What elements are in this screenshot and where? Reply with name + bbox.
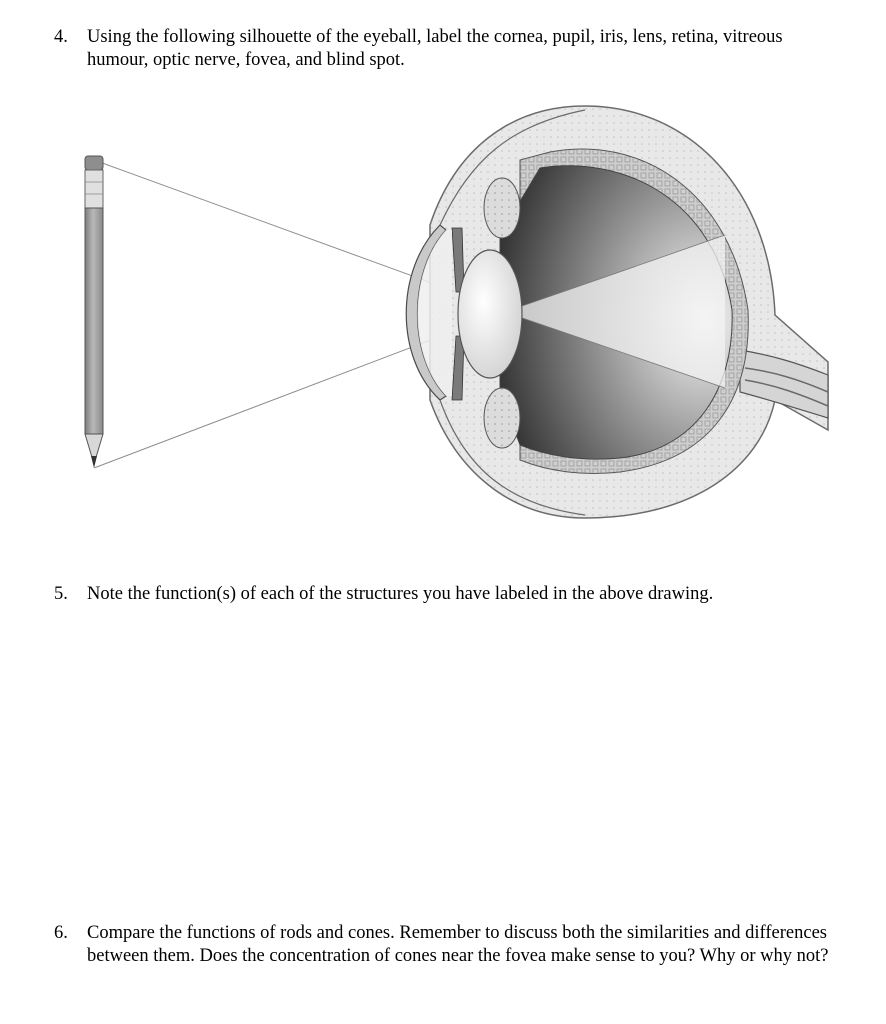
light-cone [94,162,430,460]
eyeball-diagram [80,100,832,525]
eyeball-illustration [80,100,832,525]
ciliary-body-top-texture [484,178,520,238]
lens [458,250,522,378]
pencil [85,156,103,468]
question-4-text: Using the following silhouette of the eyeball, label the cornea, pupil, iris, lens, retina, vitreous humour, optic nerve, fovea, and blind spot. [87,27,783,70]
question-5-text: Note the function(s) of each of the structures you have labeled in the above drawing. [87,584,714,604]
ciliary-body-bottom-texture [484,388,520,448]
question-5 [54,583,844,606]
question-6-number: 6. [54,923,68,943]
question-4-number: 4. [54,27,68,47]
question-6 [54,922,844,968]
pencil-ferrule [85,170,103,208]
pencil-eraser [85,156,103,170]
question-4 [54,26,844,72]
question-6-text: Compare the functions of rods and cones. Remember to discuss both the similarities and differences between them. Does the concentration of cones near the fovea make sense to you? Why or why not? [87,923,829,966]
pencil-lead [91,456,97,468]
question-5-number: 5. [54,584,68,604]
pencil-body [85,208,103,434]
